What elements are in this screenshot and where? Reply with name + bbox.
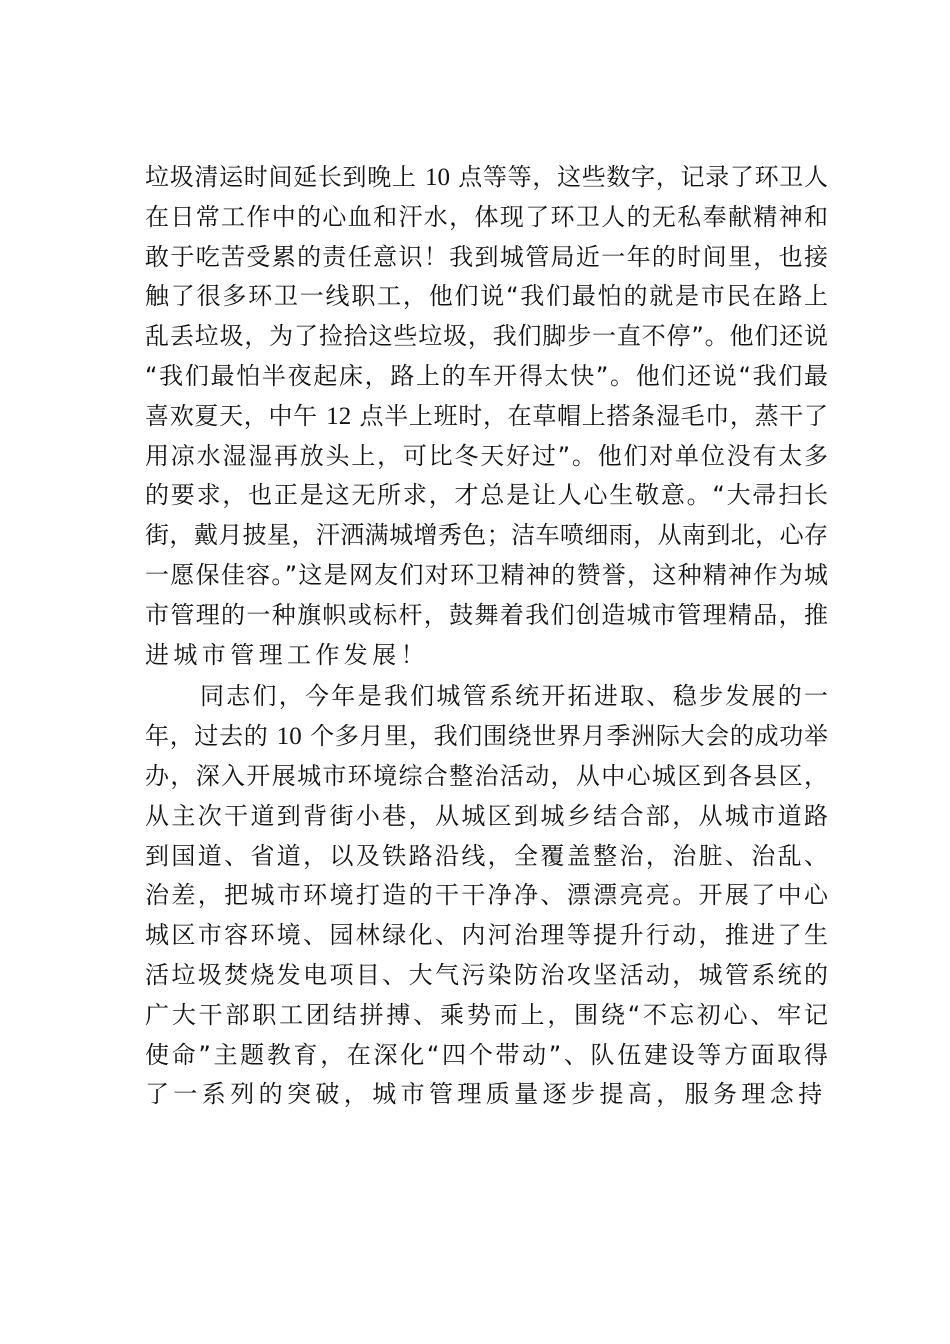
number-text: 10 [276,723,302,751]
text-line: 市管理的一种旗帜或标杆，鼓舞着我们创造城市管理精品，推 [145,600,828,629]
document-body [145,158,828,1115]
text-line: 喜欢夏天，中午 12 点半上班时，在草帽上搭条湿毛巾，蒸干了 [145,401,828,430]
text-line: 触了很多环卫一线职工，他们说“我们最怕的就是市民在路上 [145,282,828,311]
text-line: 垃圾清运时间延长到晚上 10 点等等，这些数字，记录了环卫人 [145,163,828,191]
text-line: 了一系列的突破，城市管理质量逐步提高，服务理念持 [145,1080,827,1109]
text-line: 同志们，今年是我们城管系统开拓进取、稳步发展的一 [200,682,828,711]
text-line: 在日常工作中的心血和汗水，体现了环卫人的无私奉献精神和 [145,202,828,231]
text-line: 的要求，也正是这无所求，才总是让人心生敬意。“大帚扫长 [145,481,828,510]
text-line: 从主次干道到背街小巷，从城区到城乡结合部，从城市道路 [145,801,828,830]
text-line: 使命”主题教育，在深化“四个带动”、队伍建设等方面取得 [145,1040,828,1069]
paragraph-2 [145,677,828,1115]
text-line: 进城市管理工作发展！ [145,640,429,669]
text-line: 办，深入开展城市环境综合整治活动，从中心城区到各县区， [145,761,828,790]
text-line: 一愿保佳容。”这是网友们对环卫精神的赞誉，这种精神作为城 [145,560,828,589]
text-line: 敢于吃苦受累的责任意识！我到城管局近一年的时间里，也接 [145,242,828,271]
text-line: 广大干部职工团结拼搏、乘势而上，围绕“不忘初心、牢记 [145,1000,828,1029]
text-line: 年，过去的 10 个多月里，我们围绕世界月季洲际大会的成功举 [145,722,828,751]
text-line: 城区市容环境、园林绿化、内河治理等提升行动，推进了生 [145,921,828,950]
text-line: 街，戴月披星，汗洒满城增秀色；洁车喷细雨，从南到北，心存 [145,521,828,550]
paragraph-1 [145,158,828,675]
text-line: “我们最怕半夜起床，路上的车开得太快”。他们还说“我们最 [145,361,828,390]
number-text: 12 [326,402,352,430]
text-line: 用凉水湿湿再放头上，可比冬天好过”。他们对单位没有太多 [145,441,828,470]
text-line: 活垃圾焚烧发电项目、大气污染防治攻坚活动，城管系统的 [145,960,828,989]
text-line: 到国道、省道，以及铁路沿线，全覆盖整治，治脏、治乱、 [145,841,828,870]
number-text: 10 [424,164,450,191]
text-line: 乱丢垃圾，为了捡拾这些垃圾，我们脚步一直不停”。他们还说 [145,322,828,351]
text-line: 治差，把城市环境打造的干干净净、漂漂亮亮。开展了中心 [145,881,828,910]
